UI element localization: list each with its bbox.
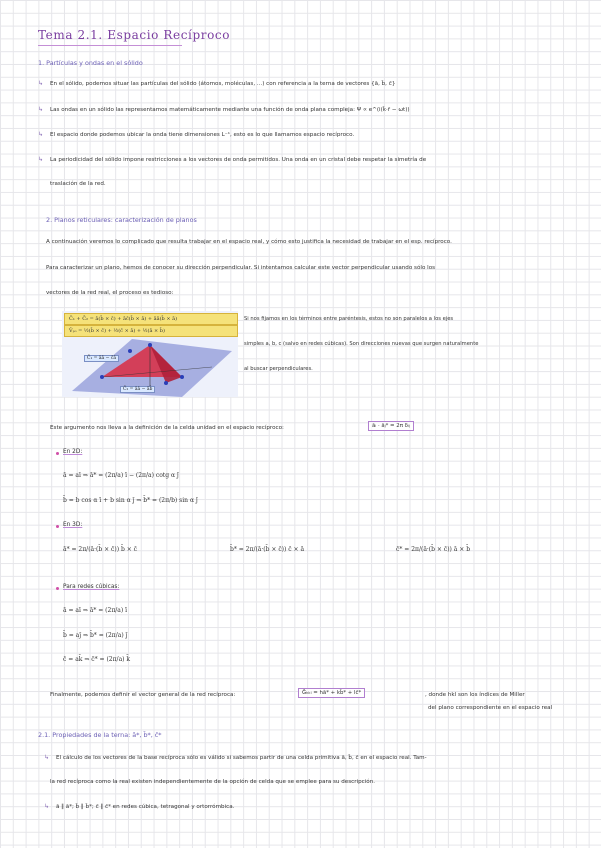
- section-1-bullet-1: En el sólido, podemos situar las partículas del sólido (átomos, moléculas, ...) con referencia a la terna de vectores {ā, b̄, c̄}: [50, 81, 396, 87]
- arrow-bullet-icon: ↳: [38, 80, 44, 87]
- definition-formula-box: āᵢ · āⱼ* = 2π δᵢⱼ: [368, 421, 414, 431]
- final-text-b: , donde hkl son los índices de Miller: [425, 692, 525, 698]
- section-2-paragraph-1: A continuación veremos lo complicado que resulta trabajar en el espacio real, y cómo esto justifica la necesidad de trabajar en el esp. recíproco.: [46, 239, 452, 245]
- section-2-1-heading: 2.1. Propiedades de la terna: ā*, b̄*, c̄*: [38, 731, 162, 739]
- side-text-1: Si nos fijamos en los términos entre paréntesis, estos no son paralelos a los ejes: [244, 316, 454, 322]
- figure-formula-2: V̄ₚₒ = ½(b̄ × c̄) + ½(c̄ × ā) + ½(ā × b̄): [64, 325, 238, 337]
- case-2d-heading: En 2D:: [63, 449, 83, 455]
- final-formula-box: Ḡₕₖₗ = hā* + kb̄* + lc̄*: [298, 688, 365, 698]
- arrow-bullet-icon: ↳: [38, 156, 44, 163]
- section-1-bullet-3: El espacio donde podemos ubicar la onda tiene dimensiones L⁻¹, esto es lo que llamamos espacio recíproco.: [50, 132, 355, 138]
- figure-label-c2: C̄₂ = āā − āb̄: [120, 386, 155, 393]
- case-3d-b-star: b̄* = 2π/(ā·(b̄ × c̄)) c̄ × ā: [230, 546, 305, 553]
- pink-bullet-icon: [56, 587, 59, 590]
- arrow-bullet-icon: ↳: [38, 106, 44, 113]
- case-3d-a-star: ā* = 2π/(ā·(b̄ × c̄)) b̄ × c̄: [63, 546, 138, 553]
- section-2-1-bullet-2: ā ∥ ā*; b̄ ∥ b̄*; c̄ ∥ c̄* en redes cúbica, tetragonal y ortorrómbica.: [56, 804, 235, 810]
- pink-bullet-icon: [56, 452, 59, 455]
- plane-figure: [62, 311, 238, 397]
- pink-bullet-icon: [56, 525, 59, 528]
- cubic-line-1: ā = aī ⇒ ā* = (2π/a) ī: [63, 607, 128, 614]
- case-3d-c-star: c̄* = 2π/(ā·(b̄ × c̄)) ā × b̄: [396, 546, 471, 553]
- final-text-c: del plano correspondiente en el espacio real: [428, 705, 553, 711]
- arrow-bullet-icon: ↳: [44, 754, 50, 761]
- section-1-heading: 1. Partículas y ondas en el sólido: [38, 59, 143, 67]
- side-text-2: simples a, b, c (salvo en redes cúbicas). Son direcciones nuevas que surgen naturalmente: [244, 341, 479, 347]
- figure-formula-1: C̄₁ + C̄₂ = ā(b̄ × c̄) + āc̄(b̄ × ā) + āā(b̄ × ā): [64, 313, 238, 325]
- final-text: Finalmente, podemos definir el vector general de la red recíproca:: [50, 692, 236, 698]
- definition-text: Este argumento nos lleva a la definición de la celda unidad en el espacio recíproco:: [50, 425, 284, 431]
- cubic-line-3: c̄ = ak̄ ⇒ c̄* = (2π/a) k̄: [63, 656, 131, 663]
- side-text-3: al buscar perpendiculares.: [244, 366, 313, 372]
- section-2-1-bullet-1: El cálculo de los vectores de la base recíproca sólo es válido si sabemos partir de una celda primitiva ā, b̄, c̄ en el espacio real. Tam-: [56, 755, 427, 761]
- figure-label-c1: C̄₁ = āā − c̄ā: [84, 355, 119, 362]
- cubic-heading: Para redes cúbicas:: [63, 584, 120, 590]
- page-title: Tema 2.1. Espacio Recíproco: [38, 28, 231, 42]
- arrow-bullet-icon: ↳: [38, 131, 44, 138]
- section-2-paragraph-2: Para caracterizar un plano, hemos de conocer su dirección perpendicular. Si intentamos calcular este vector perpendicular usando sólo los: [46, 265, 436, 271]
- title-underline: [38, 45, 182, 46]
- section-1-bullet-4: La periodicidad del sólido impone restricciones a los vectores de onda permitidos. Una onda en un cristal debe respetar la simetría de: [50, 157, 427, 163]
- lattice-plane-diagram: [62, 311, 238, 397]
- case-2d-line-2: b̄ = b cos α ī + b sin α j̄ ⇒ b̄* = (2π/b) sin α j̄: [63, 497, 198, 504]
- arrow-bullet-icon: ↳: [44, 803, 50, 810]
- section-1-bullet-4-cont: traslación de la red.: [50, 181, 106, 187]
- section-2-paragraph-3: vectores de la red real, el proceso es tedioso:: [46, 290, 174, 296]
- section-2-heading: 2. Planos reticulares: caracterización de planos: [46, 216, 197, 224]
- case-2d-line-1: ā = aī ⇒ ā* = (2π/a) ī − (2π/a) cotg α j̄: [63, 472, 179, 479]
- section-1-bullet-2: Las ondas en un sólido las representamos matemáticamente mediante una función de onda plana compleja: Ψ ∝ e^(i(k̄·r̄ − ωt)): [50, 107, 410, 113]
- cubic-line-2: b̄ = aj̄ ⇒ b̄* = (2π/a) j̄: [63, 632, 128, 639]
- case-3d-heading: En 3D:: [63, 522, 83, 528]
- section-2-1-bullet-1-cont: la red recíproca como la real existen independientemente de la opción de celda que se emplee para su descripción.: [50, 779, 376, 785]
